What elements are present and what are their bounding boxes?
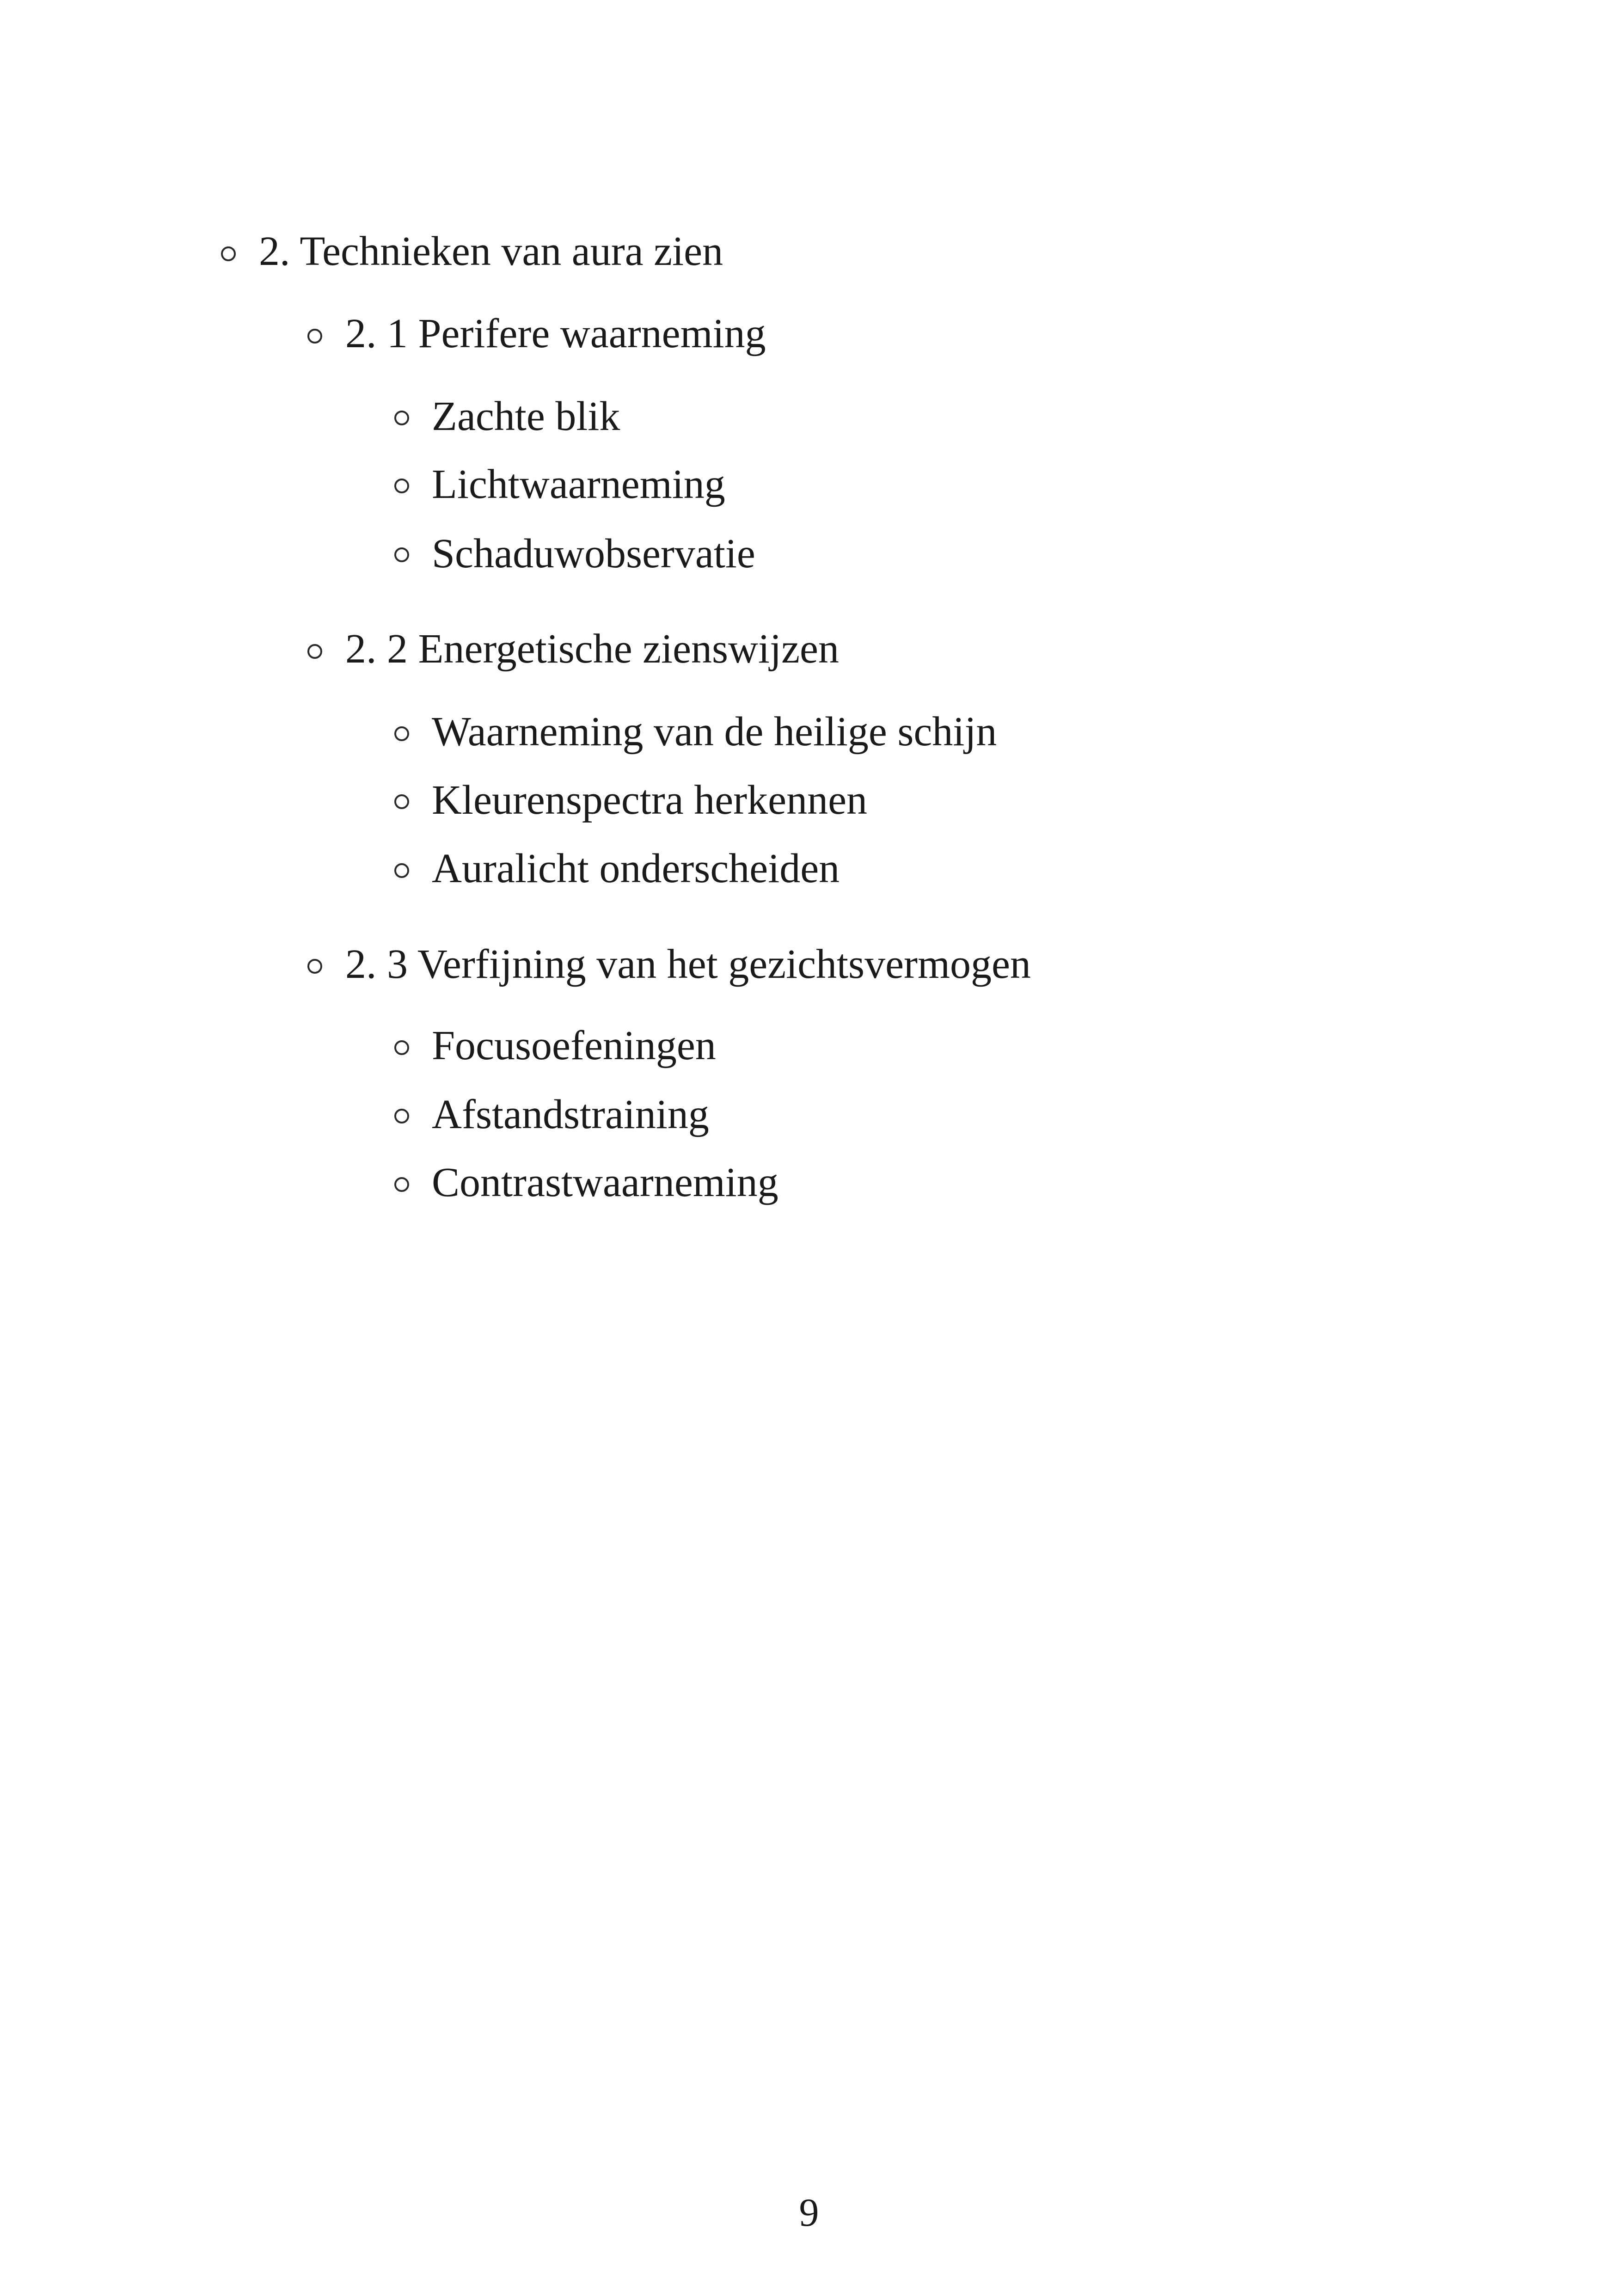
hollow-circle-bullet-icon — [307, 329, 322, 344]
hollow-circle-bullet-icon — [394, 863, 409, 878]
subsection-heading: 2. 2 Energetische zienswijzen — [345, 626, 839, 672]
hollow-circle-bullet-icon — [394, 411, 409, 425]
hollow-circle-bullet-icon — [221, 246, 236, 261]
subsection-heading: 2. 3 Verfijning van het gezichtsvermogen — [345, 941, 1031, 987]
outline-item-label: Zachte blik — [432, 393, 620, 439]
outline-item-label: Schaduwobservatie — [432, 531, 755, 577]
hollow-circle-bullet-icon — [394, 726, 409, 741]
page-number: 9 — [799, 2190, 819, 2235]
hollow-circle-bullet-icon — [307, 644, 322, 659]
outline-item-label: Lichtwaarneming — [432, 461, 725, 507]
outline-item-label: Auralicht onderscheiden — [432, 846, 840, 891]
hollow-circle-bullet-icon — [394, 479, 409, 493]
hollow-circle-bullet-icon — [394, 1177, 409, 1192]
hollow-circle-bullet-icon — [307, 959, 322, 974]
hollow-circle-bullet-icon — [394, 794, 409, 809]
subsection-heading: 2. 1 Perifere waarneming — [345, 311, 766, 356]
section-heading: 2. Technieken van aura zien — [259, 228, 723, 274]
hollow-circle-bullet-icon — [394, 547, 409, 562]
outline-item-label: Focusoefeningen — [432, 1023, 716, 1068]
outline-item-label: Contrastwaarneming — [432, 1160, 778, 1205]
hollow-circle-bullet-icon — [394, 1040, 409, 1055]
outline-item-label: Kleurenspectra herkennen — [432, 777, 868, 823]
outline-item-label: Waarneming van de heilige schijn — [432, 709, 997, 755]
hollow-circle-bullet-icon — [394, 1109, 409, 1123]
outline-item-label: Afstandstraining — [432, 1092, 709, 1137]
